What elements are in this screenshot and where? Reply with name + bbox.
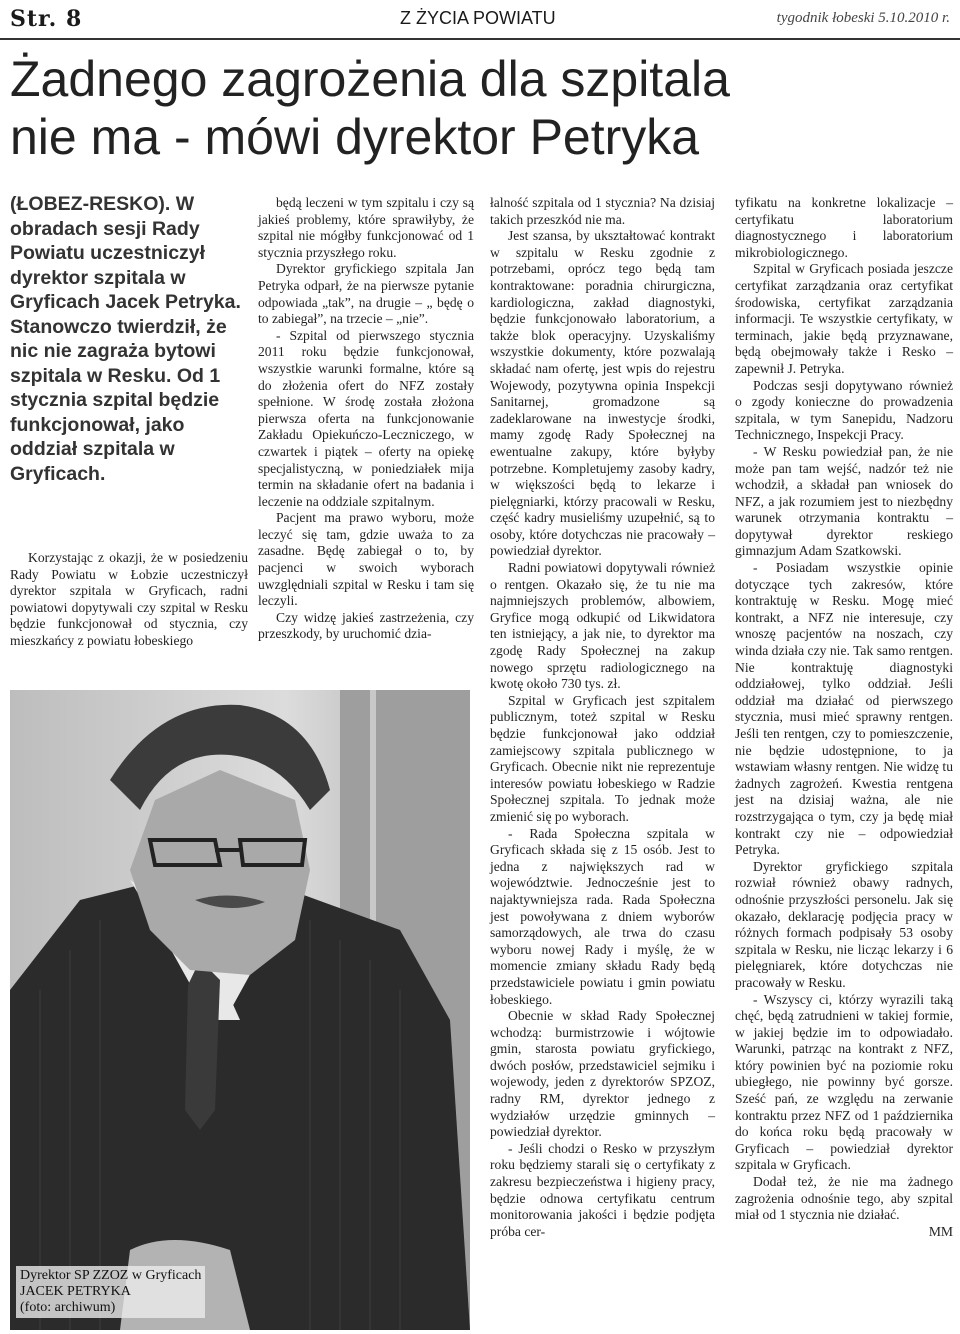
paragraph: tyfikatu na konkretne lokalizacje – certyfikatu laboratorium diagnostycznego i laboratorium mikrobiologicznego. [735, 195, 953, 260]
article-lead: (ŁOBEZ-RESKO). W obradach sesji Rady Powiatu uczestniczył dyrektor szpitala w Gryficach Jacek Petryka. Stanowczo twierdził, że nic nie zagraża bytowi szpitala w Resku. Od 1 stycznia szpital będzie funkcjonował, jako oddział szpitala w Gryficach. [10, 193, 241, 485]
page-header [0, 0, 960, 40]
paragraph: - Wszyscy ci, którzy wyrazili taką chęć, będą zatrudnieni w takiej formie, w jakiej będzie im to odpowiadało. Warunki, patrząc na kontrakt z NFZ, który powinien być na poziomie roku ubiegłego, nie powinny być gorsze. Sześć pań, ze względu na zerwanie kontraktu przez NFZ od 1 października do końca roku będą pracowały w Gryficach – powiedział dyrektor szpitala w Gryficach. [735, 991, 953, 1173]
paragraph: - Jeśli chodzi o Resko w przyszłym roku będziemy starali się o certyfikaty z zakresu bezpieczeństwa i higieny pracy, będzie odnowa certyfikatu centrum monitorowania jakości i będzie podjęta próba cer- [490, 1140, 715, 1239]
paragraph: Szpital w Gryficach posiada jeszcze certyfikat zarządzania oraz certyfikat środowiska, certyfikat zarządzania informacji. Te wszystkie certyfikaty, w terminach, jakie będą przyznawane, będą obejmowały także i Resko – zapewnił J. Petryka. [735, 261, 953, 376]
paragraph: - W Resku powiedział pan, że nie może pan tam wejść, nadzór też nie wchodził, a składał pan wniosek do NFZ, a jak rozumiem jest to niezbędny warunek otrzymania kontraktu – dopytywał dyrektor reskiego gimnazjum Adam Szatkowski. [735, 443, 953, 559]
page-number: Str. 8 [10, 6, 83, 32]
paragraph: Szpital w Gryficach jest szpitalem publicznym, toteż szpital w Resku będzie funkcjonował jako oddział zamiejscowy szpitala publicznego w Gryficach. Obecnie nikt nie reprezentuje interesów powiatu łobeskiego w Radzie Społecznej szpitala. To jednak może zmienić się po wyborach. [490, 692, 715, 824]
paragraph: Jest szansa, by ukształtować kontrakt w szpitalu w Resku zgodnie z potrzebami, oprócz tego będą tam kontraktowane: poradnia chirurgiczna, kardiologiczna, zakład diagnostyki, będzie funkcjonowało laboratorium, a także blok operacyjny. Uzyskaliśmy wszystkie dokumenty, które pozwalają składać nam ofertę, jest wpis do rejestru Wojewody, pozytywna opinia Inspekcji Sanitarnej, gromadzone są zadeklarowane na inwestycje środki, mamy zgodę Rady Społecznej na ewentualne zakupy, które byłyby potrzebne. Kompletujemy zasoby kadry, w większości będą to lekarze i pielęgniarki, którzy pracowali w Resku, część kadry musieliśmy uzupełnić, są to osoby, które dotychczas nie pracowały – powiedział dyrektor. [490, 228, 715, 559]
paragraph: Pacjent ma prawo wyboru, może leczyć się tam, gdzie uważa to za zasadne. Będę zabiegał o to, by pacjenci w swoich wyborach uwzględniali szpital w Resku i tam się leczyli. [258, 510, 474, 609]
paragraph: Czy widzę jakieś zastrzeżenia, czy przeszkody, by uruchomić dzia- [258, 609, 474, 642]
paragraph: będą leczeni w tym szpitalu i czy są jakieś problemy, które sprawiłyby, że szpital nie mógłby funkcjonować od 1 stycznia przyszłego roku. [258, 195, 474, 260]
paragraph: Dyrektor gryfickiego szpitala Jan Petryka odparł, że na pierwsze pytanie odpowiada „tak”, na drugie – „ będę o to zabiegał”, na trzecie – „nie”. [258, 261, 474, 327]
caption-line-1: Dyrektor SP ZZOZ w Gryficach [20, 1268, 202, 1283]
article-column-1 [10, 550, 248, 650]
article-headline [10, 50, 950, 166]
paragraph: Podczas sesji dopytywano również o zgody konieczne do prowadzenia szpitala, w tym Sanepidu, Nadzoru Technicznego, Inspekcji Pracy. [735, 377, 953, 443]
headline-line-2: nie ma - mówi dyrektor Petryka [10, 109, 700, 165]
paragraph: Dodał też, że nie ma żadnego zagrożenia odnośnie tego, aby szpital miał od 1 stycznia nie działać. [735, 1174, 953, 1223]
headline-line-1: Żadnego zagrożenia dla szpitala [10, 51, 730, 107]
issue-date: tygodnik łobeski 5.10.2010 r. [776, 10, 950, 26]
paragraph: - Rada Społeczna szpitala w Gryficach składa się z 15 osób. Jest to jedna z największych rad w województwie. Jednocześnie jest to najaktywniejsza rada. Rada Społeczna jest powoływana z dniem wyborów samorządowych, ale trwa do czasu wyboru nowej Rady i myślę, że w momencie zmiany składu Rady będą przedstawiciele powiatu i gmin powiatu łobeskiego. [490, 825, 715, 1007]
author-signature: MM [928, 1223, 953, 1239]
article-column-4 [735, 195, 953, 1240]
caption-line-3: (foto: archiwum) [20, 1300, 116, 1315]
section-title: Z ŻYCIA POWIATU [400, 8, 556, 28]
paragraph: Obecnie w skład Rady Społecznej wchodzą: burmistrzowie i wójtowie gmin, starosta powiatu gryfickiego, dwóch posłów, przedstawiciel sejmiku i wojewody, jeden z dyrektorów SPZOZ, radny RM, dyrektor jednego z wydziałów urzędzie gminnych – powiedział dyrektor. [490, 1008, 715, 1140]
article-column-2 [258, 195, 474, 643]
paragraph: - Szpital od pierwszego stycznia 2011 roku będzie funkcjonował, wszystkie warunki formalne, które są do złożenia ofert do NFZ zostały spełnione. W środę została złożona pierwsza oferta na funkcjonowanie Zakładu Opiekuńczo-Leczniczego, w czwartek i piątek – oferty na opiekę specjalistyczną, w poniedziałek mija termin na składanie ofert na badania i leczenie na oddziale szpitalnym. [258, 327, 474, 509]
article-photo [10, 690, 470, 1330]
paragraph: łalność szpitala od 1 stycznia? Na dzisiaj takich przeszkód nie ma. [490, 195, 715, 227]
paragraph: Korzystając z okazji, że w posiedzeniu Rady Powiatu w Łobzie uczestniczył dyrektor szpitala w Gryficach, radni powiatowi dopytywali czy szpital w Resku będzie funkcjonował od stycznia, czy mieszkańcy z powiatu łobeskiego [10, 550, 248, 648]
photo-caption [16, 1266, 205, 1318]
paragraph: Dyrektor gryfickiego szpitala rozwiał również obawy radnych, odnośnie przyszłości personelu. Jak się okazało, deklarację podjęcia pracy w różnych formach podpisały 53 osoby szpitala w Resku, nie licząc lekarzy i 6 pielęgniarek, które dotychczas nie pracowały w Resku. [735, 858, 953, 990]
paragraph: Radni powiatowi dopytywali również o rentgen. Okazało się, że tu nie ma najmniejszych problemów, albowiem, Gryfice mogą odkupić od Likwidatora ten istniejący, a jak nie, to dyrektor ma zgodę Rady Społecznej na zakup nowego sprzętu radiologicznego na kwotę około 730 tys. zł. [490, 560, 715, 692]
portrait-illustration [10, 690, 470, 1330]
paragraph: - Posiadam wszystkie opinie dotyczące tych zakresów, które kontraktuję w Resku. Mogę mieć kontrakt, a NFZ nie interesuje, czy wnoszę pacjentów na noszach, czy winda działa czy nie. Tak samo rentgen. Nie kontraktuję diagnostyki oddziałowej, tylko oddział. Jeśli oddział ma działać od pierwszego stycznia, musi mieć sprawny rentgen. Jeśli ten rentgen, czy to pomieszczenie, nie będzie udostępnione, to ja wstawiam własny rentgen. Nie widzę tu żadnych zagrożeń. Kwestia rentgena jest na dzisiaj ważna, ale nie rozstrzygająca o tym, czy ja będę miał kontrakt czy nie – odpowiedział Petryka. [735, 560, 953, 858]
caption-line-2: JACEK PETRYKA [20, 1284, 131, 1299]
article-column-3 [490, 195, 715, 1240]
